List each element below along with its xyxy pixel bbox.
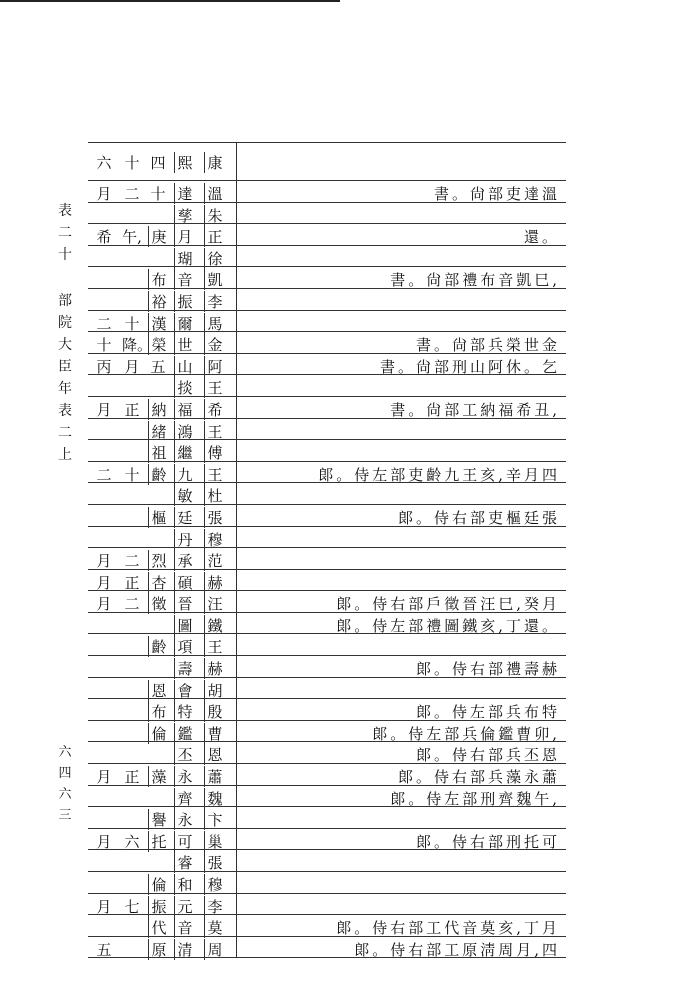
name-cell [88,548,234,569]
name-cell [88,699,234,720]
table-row [88,850,566,872]
appointment-text: 書。尙部禮布音凱巳, [390,271,560,290]
name-cell [88,289,234,310]
name-char: 李 [204,291,225,312]
table-row [88,203,566,225]
name-char: 正 [204,226,225,247]
name-char: 月 [96,768,112,787]
name-cell [88,267,234,288]
name-char: 杏 [148,572,169,593]
column-divider [236,354,237,375]
name-char: 熙 [174,152,195,173]
column-divider [236,181,237,202]
name-char: 達 [174,183,195,204]
table-row [88,397,566,419]
column-divider [236,246,237,267]
name-char: 會 [174,680,195,701]
name-char: 榮 [148,334,169,355]
name-char: 赫 [204,658,225,679]
name-char: 清 [174,939,195,960]
name-char: 月 [96,573,112,592]
name-char: 王 [204,464,225,485]
name-char: 六 [124,832,140,851]
name-char: 金 [204,334,225,355]
name-char: 徵 [148,593,169,614]
name-cell [88,894,234,915]
column-divider [236,332,237,353]
column-divider [236,678,237,699]
appointment-text: 郞。侍右部工代音莫亥,丁月 [336,919,560,938]
name-cell [88,872,234,893]
name-char: 庚 [148,226,169,247]
table-row [88,699,566,721]
appointment-text: 書。尙部兵榮世金 [415,336,560,355]
column-divider [236,699,237,720]
appointment-text: 書。尙部吏達溫 [433,185,560,203]
margin-section-char: 二 [58,425,72,441]
table-row [88,678,566,700]
margin-section-char: 院 [58,315,72,331]
name-char: 傅 [204,442,225,463]
name-char: 降。 [122,336,153,355]
name-cell [88,246,234,267]
column-divider [236,613,237,634]
table-row [88,143,566,181]
name-char: 倫 [148,723,169,744]
name-char: 丹 [174,529,195,550]
ministers-table [88,143,566,958]
name-char: 烈 [148,550,169,571]
name-cell [88,786,234,807]
margin-section-char: 臣 [58,359,72,375]
column-divider [236,505,237,526]
name-char: 范 [204,550,225,571]
column-divider [236,937,237,958]
name-cell [88,742,234,763]
name-char: 二 [96,314,112,333]
name-char: 永 [174,766,195,787]
table-row [88,375,566,397]
column-divider [236,527,237,548]
name-char: 布 [148,269,169,290]
column-divider [236,591,237,612]
column-divider [236,483,237,504]
column-divider [236,742,237,763]
name-char: 十 [124,154,140,172]
name-char: 鴻 [174,421,195,442]
name-char: 鐵 [204,615,225,636]
name-cell [88,332,234,353]
name-char: 原 [148,939,169,960]
table-row [88,527,566,549]
name-char: 敏 [174,485,195,506]
name-char: 月 [174,226,195,247]
name-cell [88,570,234,591]
appointment-text: 郞。侍右部工原淸周月,四 [354,940,560,959]
name-char: 繼 [174,442,195,463]
name-char: 裕 [148,291,169,312]
column-divider [236,850,237,871]
column-divider [236,289,237,310]
name-char: 項 [174,636,195,657]
name-char: 阿 [204,356,225,377]
name-char: 杜 [204,485,225,506]
column-divider [236,143,237,180]
name-char: 布 [148,701,169,722]
name-char: 丕 [174,744,195,765]
name-char: 緒 [148,421,169,442]
table-row [88,656,566,678]
name-char: 齊 [174,788,195,809]
name-char: 康 [204,152,225,173]
column-divider [236,267,237,288]
table-row [88,591,566,613]
name-cell [88,150,234,180]
appointment-text: 書。尙部刑山阿休。乞 [379,357,560,376]
column-divider [236,397,237,418]
name-char: 二 [124,552,140,571]
name-cell [88,656,234,677]
name-char: 十 [150,185,166,203]
column-divider [236,915,237,936]
top-rule [0,0,340,2]
name-cell [88,915,234,936]
table-row [88,462,566,484]
appointment-text: 郞。侍右部吏樞廷張 [397,508,560,527]
name-cell [88,419,234,440]
name-char: 希 [204,399,225,420]
table-row [88,807,566,829]
column-divider [236,570,237,591]
name-char: 殷 [204,701,225,722]
name-char: 福 [174,399,195,420]
name-char: 樞 [148,507,169,528]
column-divider [236,764,237,785]
name-cell [88,829,234,850]
name-char: 朱 [204,205,225,226]
table-row [88,613,566,635]
name-cell [88,678,234,699]
column-divider [236,786,237,807]
table-row [88,786,566,808]
table-row [88,332,566,354]
margin-section-char: 年 [58,381,72,397]
margin-section-char: 上 [58,447,72,463]
name-char: 月 [124,357,140,376]
appointment-text: 郞。侍左部刑齊魏午, [390,789,560,808]
name-char: 穆 [204,529,225,550]
appointment-text: 郞。侍左部兵倫鑑曹卯, [372,724,560,743]
name-char: 莫 [204,917,225,938]
name-char: 王 [204,377,225,398]
page-number-char: 三 [58,808,72,823]
margin-title-char: 二 [58,225,72,241]
column-divider [236,894,237,915]
column-divider [236,656,237,677]
name-cell [88,505,234,526]
table-row [88,872,566,894]
name-char: 卞 [204,809,225,830]
table-row [88,483,566,505]
name-char: 山 [174,356,195,377]
name-char: 壽 [174,658,195,679]
name-char: 二 [124,595,140,614]
table-row [88,634,566,656]
name-char: 碩 [174,572,195,593]
name-char: 正 [124,400,140,419]
margin-title-char: 表 [58,203,72,219]
name-cell [88,203,234,224]
name-char: 李 [204,896,225,917]
name-char: 九 [174,464,195,485]
name-char: 音 [174,917,195,938]
name-char: 圖 [174,615,195,636]
table-row [88,570,566,592]
name-char: 六 [96,154,112,172]
appointment-text: 郞。侍左部兵布特 [415,703,560,722]
name-char: 漢 [148,313,169,334]
name-char: 正 [124,768,140,787]
name-char: 睿 [174,852,195,873]
column-divider [236,419,237,440]
name-char: 元 [174,896,195,917]
name-char: 五 [96,940,112,959]
name-char: 晉 [174,593,195,614]
appointment-text: 郞。侍右部戶徵晉汪巳,癸月 [336,595,560,614]
table-row [88,181,566,203]
name-char: 張 [204,852,225,873]
name-char: 蕭 [204,766,225,787]
margin-title-char: 十 [58,247,72,263]
table-row [88,829,566,851]
table-row [88,419,566,441]
table-row [88,289,566,311]
name-cell [88,397,234,418]
name-cell [88,527,234,548]
column-divider [236,440,237,461]
name-char: 正 [124,573,140,592]
name-char: 十 [96,336,112,355]
name-char: 鑑 [174,723,195,744]
name-char: 爾 [174,313,195,334]
name-char: 托 [148,831,169,852]
table-row [88,894,566,916]
name-char: 可 [174,831,195,852]
name-char: 午, [122,228,142,247]
column-divider [236,462,237,483]
margin-section-char: 部 [58,293,72,309]
name-char: 音 [174,269,195,290]
column-divider [236,829,237,850]
name-cell [88,721,234,742]
name-char: 月 [96,552,112,571]
name-char: 齡 [148,464,169,485]
name-char: 廷 [174,507,195,528]
name-char: 恩 [204,744,225,765]
margin-section-title [54,290,76,466]
table-row [88,548,566,570]
table-row [88,937,566,959]
column-divider [236,721,237,742]
name-char: 孳 [174,205,195,226]
column-divider [236,375,237,396]
name-char: 十 [124,314,140,333]
name-char: 世 [174,334,195,355]
name-char: 譽 [148,809,169,830]
name-cell [88,224,234,245]
name-cell [88,634,234,655]
name-cell [88,850,234,871]
name-char: 振 [174,291,195,312]
name-cell [88,440,234,461]
table-row [88,267,566,289]
name-cell [88,937,234,958]
name-char: 倫 [148,874,169,895]
column-divider [236,548,237,569]
name-char: 凱 [204,269,225,290]
name-char: 溫 [204,183,225,204]
name-char: 曹 [204,723,225,744]
name-char: 掞 [174,377,195,398]
name-cell [88,807,234,828]
table-row [88,505,566,527]
table-row [88,915,566,937]
page-number [54,742,76,826]
name-char: 二 [124,185,140,203]
name-cell [88,462,234,483]
appointment-text: 郞。侍左部吏齡九王亥,辛月四 [318,465,560,484]
page-number-char: 六 [58,745,72,760]
name-char: 月 [96,897,112,916]
column-divider [236,872,237,893]
page-number-char: 四 [58,766,72,781]
name-char: 汪 [204,593,225,614]
appointment-text: 書。尙部工納福希丑, [390,400,560,419]
name-char: 承 [174,550,195,571]
name-char: 和 [174,874,195,895]
name-char: 四 [150,154,166,172]
column-divider [236,311,237,332]
column-divider [236,224,237,245]
name-char: 七 [124,897,140,916]
name-char: 王 [204,421,225,442]
column-divider [236,203,237,224]
appointment-text: 郞。侍右部禮壽赫 [415,660,560,679]
name-char: 月 [96,832,112,851]
name-char: 十 [124,465,140,484]
name-char: 胡 [204,680,225,701]
name-char: 希 [96,228,112,247]
name-char: 月 [96,185,112,203]
name-char: 藻 [148,766,169,787]
name-cell [88,375,234,396]
name-char: 恩 [148,680,169,701]
name-char: 魏 [204,788,225,809]
name-char: 馬 [204,313,225,334]
name-cell [88,311,234,332]
name-char: 月 [96,595,112,614]
margin-section-char: 大 [58,337,72,353]
name-char: 赫 [204,572,225,593]
column-divider [236,634,237,655]
appointment-text: 郞。侍右部兵丕恩 [415,746,560,765]
name-char: 王 [204,636,225,657]
name-char: 徐 [204,248,225,269]
name-char: 巢 [204,831,225,852]
name-char: 張 [204,507,225,528]
table-row [88,721,566,743]
name-cell [88,181,234,202]
margin-section-char: 表 [58,403,72,419]
appointment-text: 郞。侍右部刑托可 [415,832,560,851]
page-number-char: 六 [58,787,72,802]
appointment-text: 郞。侍左部禮圖鐵亥,丁還。 [336,616,560,635]
table-row [88,246,566,268]
name-char: 祖 [148,442,169,463]
name-char: 代 [148,917,169,938]
table-row [88,764,566,786]
name-char: 齡 [148,636,169,657]
margin-chapter-title [54,200,76,266]
name-char: 振 [148,896,169,917]
name-char: 瑚 [174,248,195,269]
name-cell [88,483,234,504]
name-char: 納 [148,399,169,420]
name-char: 月 [96,400,112,419]
column-divider [236,807,237,828]
appointment-text: 還。 [523,228,560,247]
table-row [88,440,566,462]
name-cell [88,354,234,375]
name-char: 五 [150,357,166,376]
table-row [88,742,566,764]
table-row [88,224,566,246]
name-char: 穆 [204,874,225,895]
name-cell [88,613,234,634]
table-row [88,354,566,376]
name-cell [88,591,234,612]
name-char: 永 [174,809,195,830]
name-char: 二 [96,465,112,484]
appointment-text: 郞。侍右部兵藻永蕭 [397,768,560,787]
name-cell [88,764,234,785]
name-char: 特 [174,701,195,722]
name-char: 丙 [96,357,112,376]
table-row [88,311,566,333]
name-char: 周 [204,939,225,960]
